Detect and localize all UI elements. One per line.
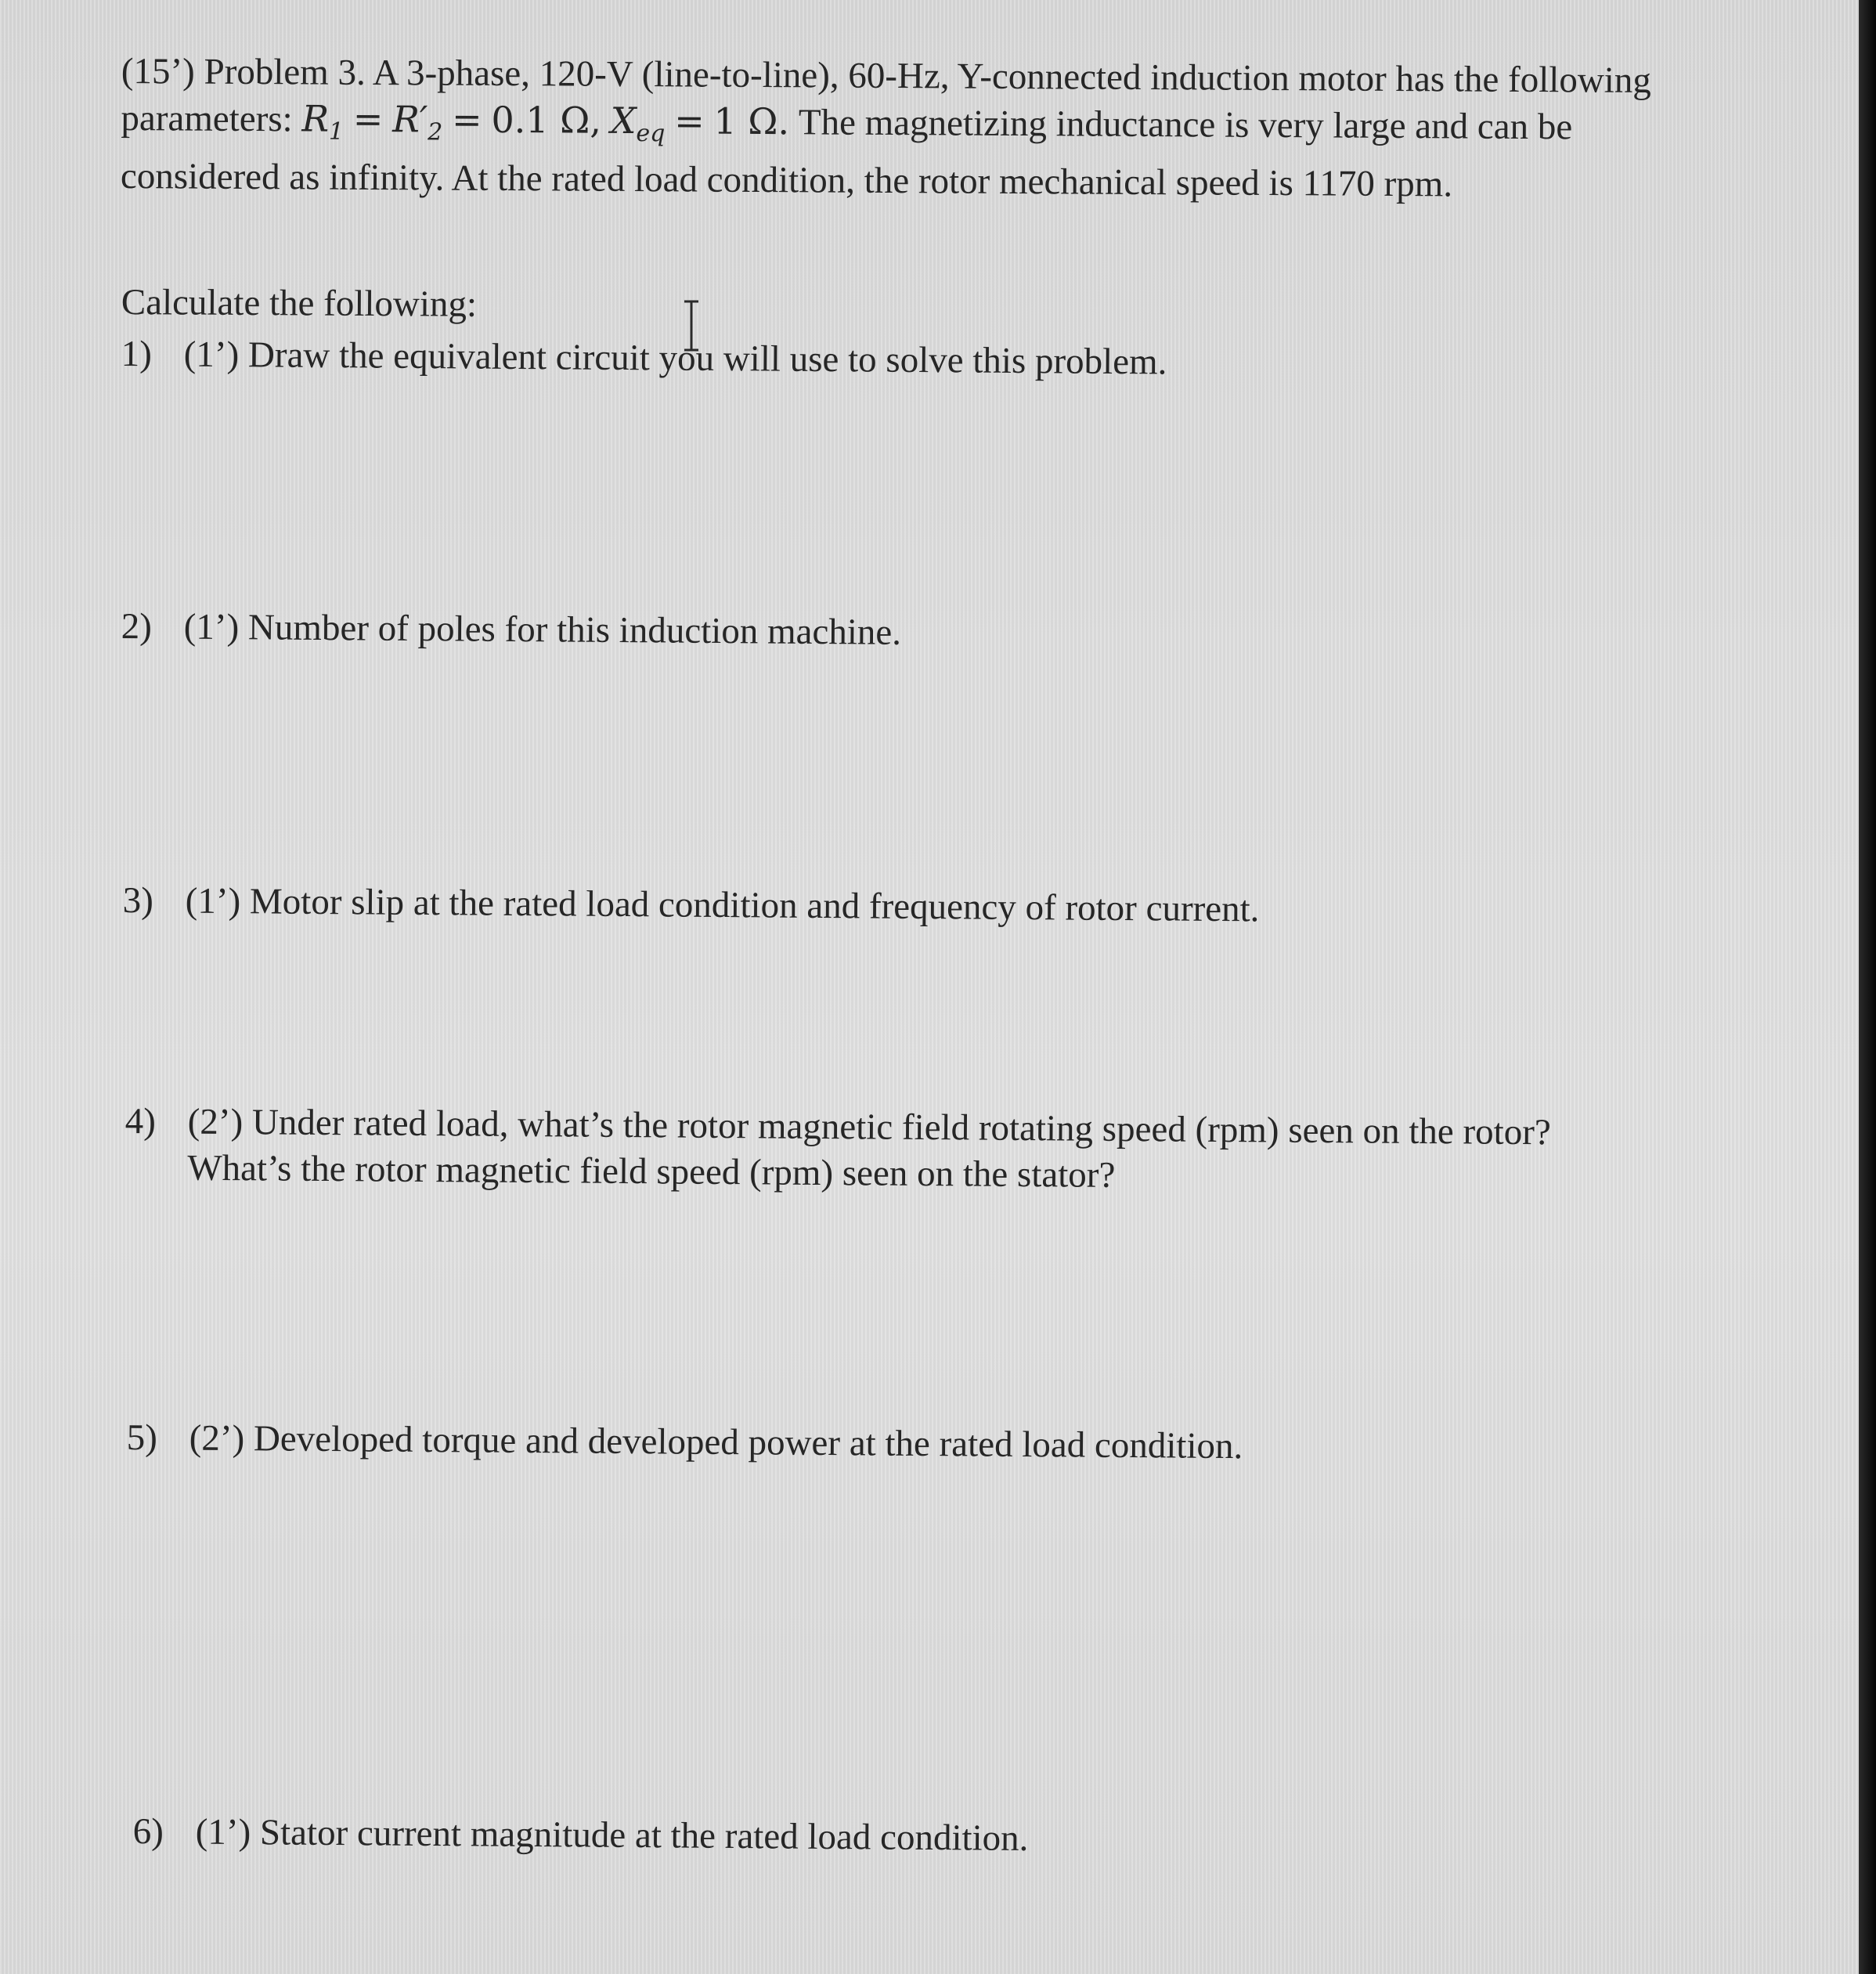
r2-symbol: $R'_2$ [392,98,443,146]
problem-label: Problem 3. [204,51,366,93]
problem-points: (15’) [121,50,195,92]
xeq-symbol: $X_{eq}$ [610,99,666,148]
question-number: 1) [121,333,153,375]
problem-intro-2: The magnetizing inductance is very large and can be considered as infinity. At the rated load condition, the rotor mechanical speed is 1170 rpm. [120,102,1573,205]
question-3 [123,878,1260,933]
problem-statement [121,49,1656,209]
equals-sign: = [674,99,705,143]
question-number: 4) [124,1100,157,1142]
question-text: (1’) Draw the equivalent circuit you will use to solve this problem. [183,334,1167,383]
question-2 [121,604,902,656]
question-text: (1’) Motor slip at the rated load condition and frequency of rotor current. [185,880,1260,930]
resistance-value: 0.1 Ω, [491,98,602,142]
question-number: 3) [122,879,154,922]
text-cursor-icon [683,300,700,352]
reactance-value: 1 Ω. [713,99,790,143]
question-1 [121,331,1167,385]
question-number: 6) [132,1811,164,1853]
question-text: (1’) Number of poles for this induction machine. [183,606,902,653]
problem-intro-1: A 3-phase, 120-V (line-to-line), 60-Hz, Y-connected induction motor has the following parameters: [121,52,1651,140]
question-text: (1’) Stator current magnitude at the rated load condition. [195,1811,1029,1859]
equals-sign: = [352,97,384,141]
question-text: (2’) Under rated load, what’s the rotor magnetic field rotating speed (rpm) seen on the rotor? [187,1101,1551,1153]
question-number: 5) [126,1416,158,1459]
question-4 [124,1099,1551,1202]
question-text-continued: What’s the rotor magnetic field speed (rpm) seen on the stator? [187,1147,1116,1196]
question-number: 2) [121,605,153,648]
equals-sign: = [451,98,482,141]
question-text: (2’) Developed torque and developed power at the rated load condition. [189,1417,1243,1467]
calculate-label: Calculate the following: [121,281,478,325]
question-6 [133,1809,1029,1862]
r1-symbol: $R_1$ [301,97,345,146]
question-5 [127,1415,1243,1470]
monitor-bezel [1859,0,1876,1974]
